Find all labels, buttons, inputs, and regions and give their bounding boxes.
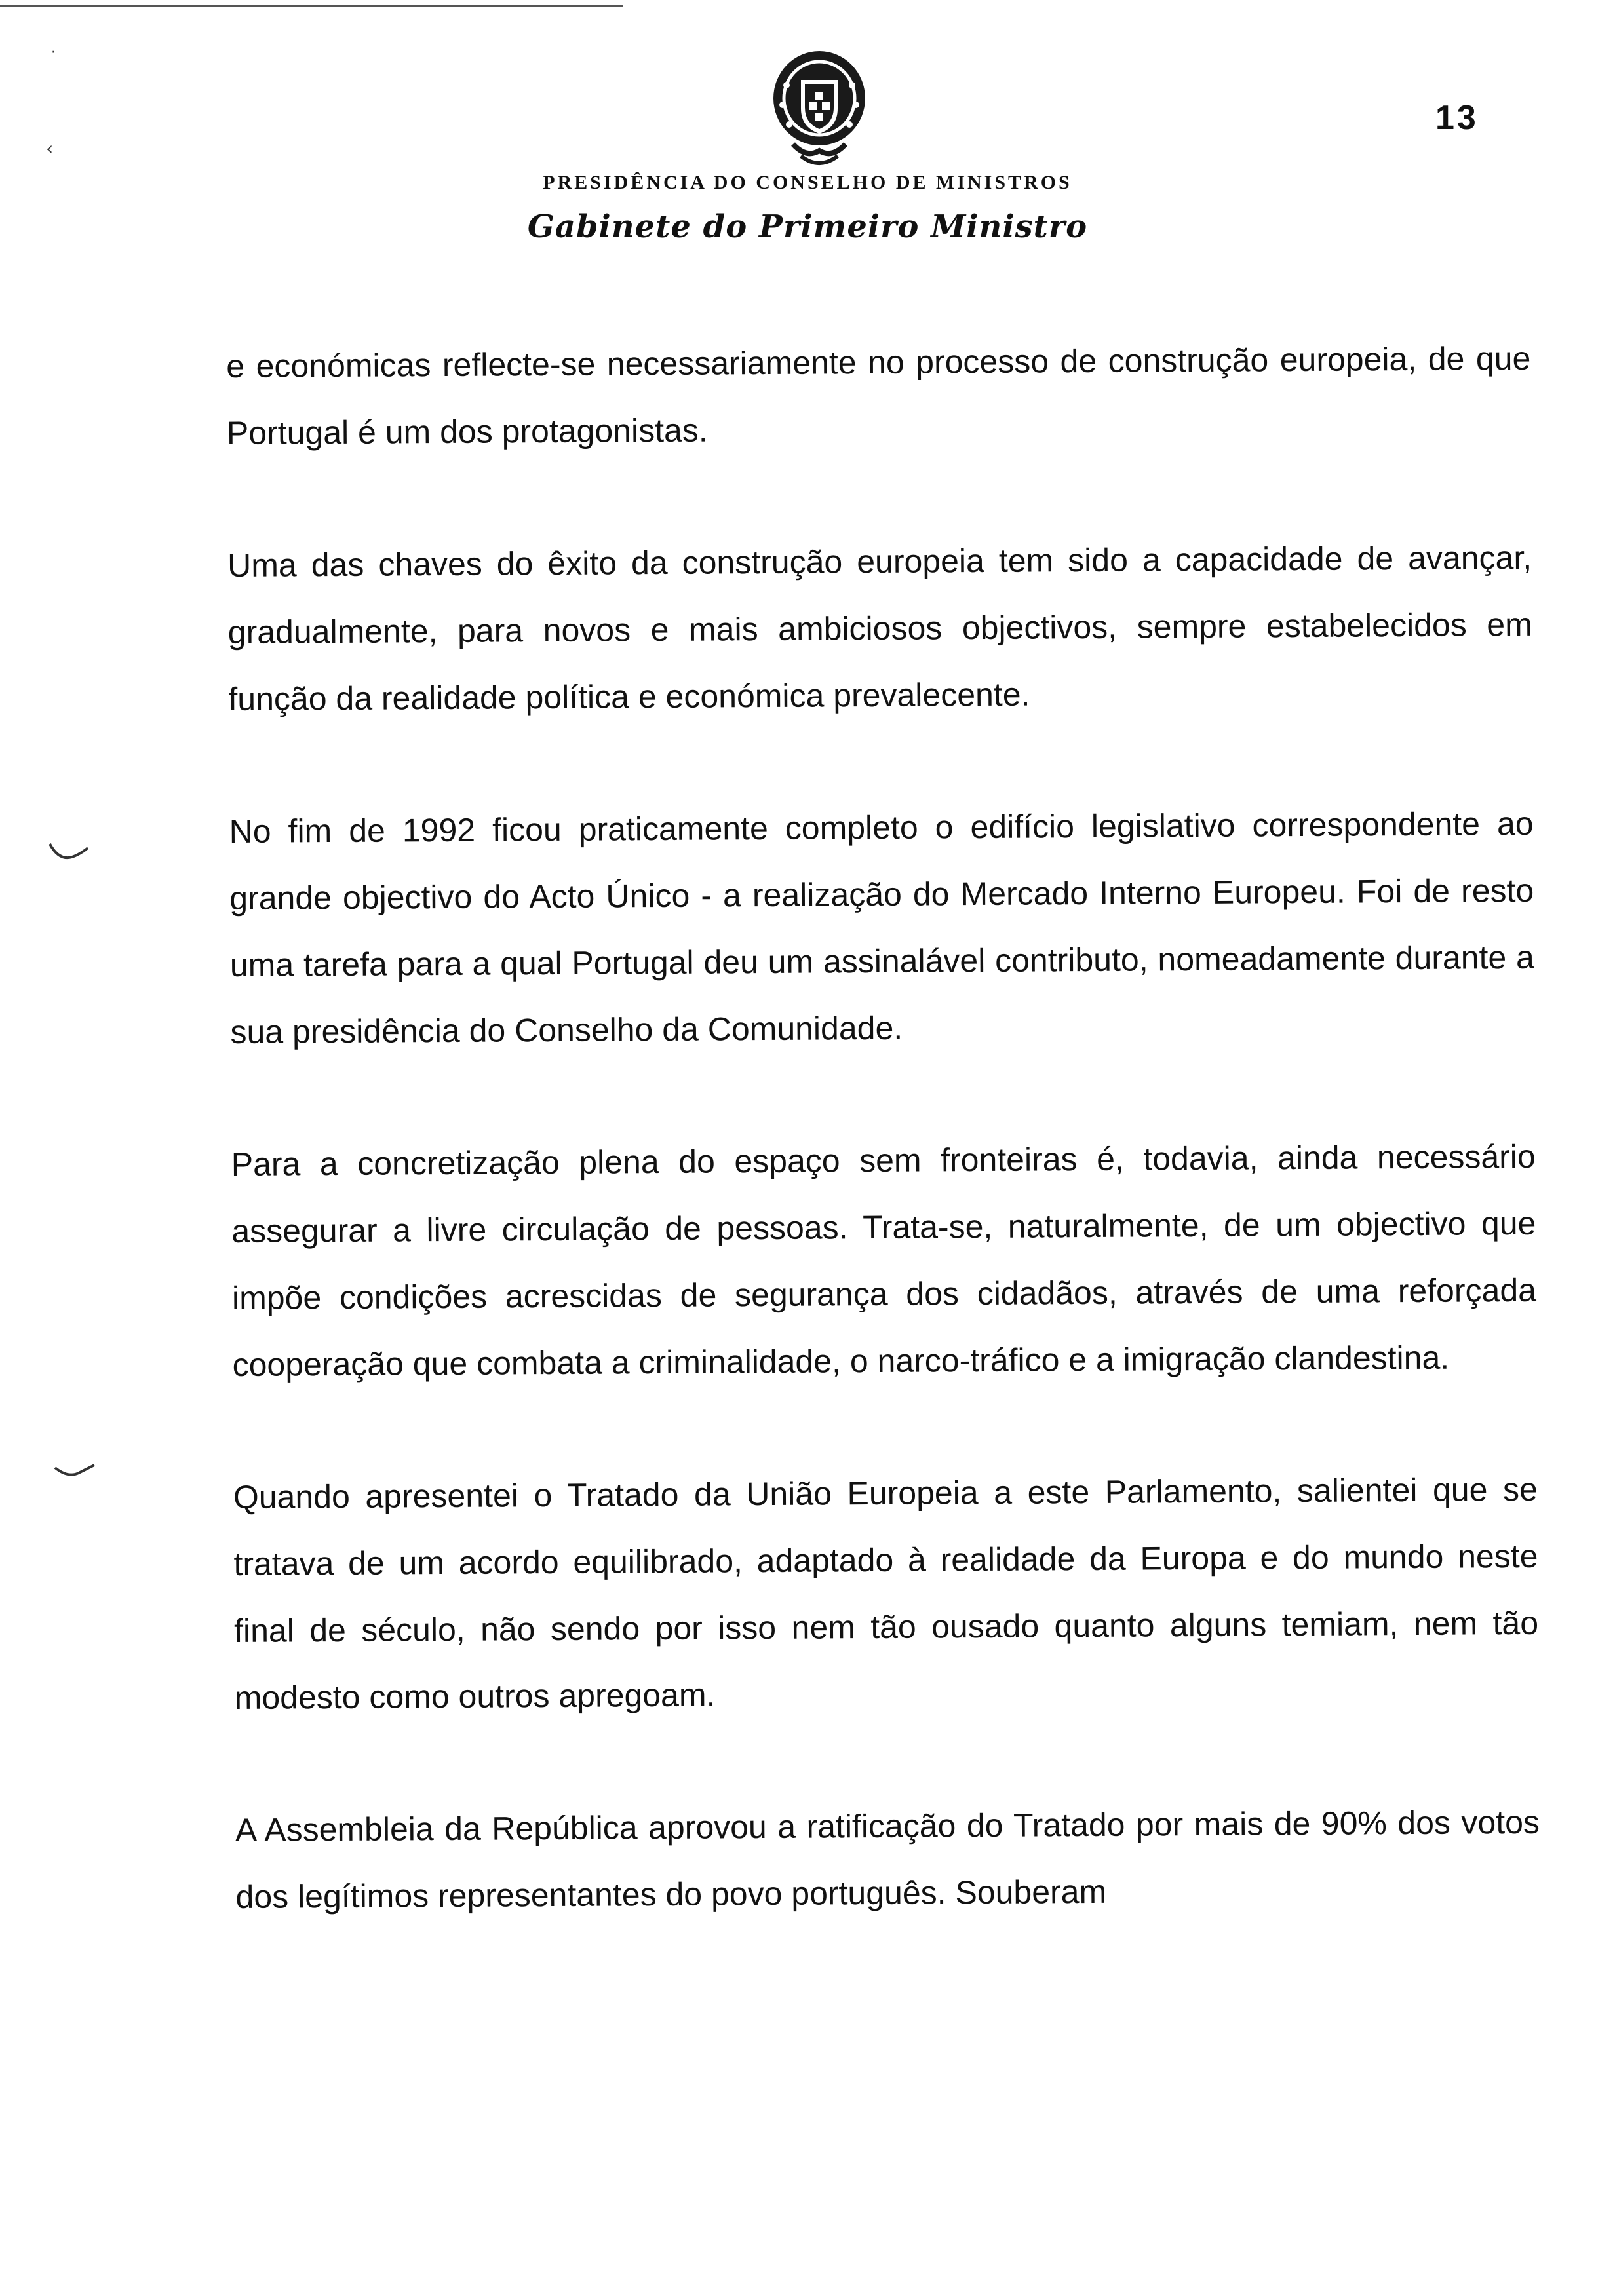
page-number: 13 [1435, 99, 1479, 137]
office-name: Gabinete do Primeiro Ministro [527, 208, 1088, 245]
margin-mark-dot: · [51, 45, 56, 61]
margin-mark-dash: ‹ [46, 138, 54, 159]
paragraph: No fim de 1992 ficou praticamente completo o edifício legislativo correspondente ao grande objectivo do Acto Único - a realização do Mercado Interno Europeu. Foi de resto uma tarefa para a qual Portugal deu um assinalável contributo, nomeadamente durante a sua presidência do Conselho da Comunidade. [229, 805, 1535, 1050]
margin-check-mark-2 [52, 1461, 98, 1481]
institution-name: PRESIDÊNCIA DO CONSELHO DE MINISTROS [543, 172, 1072, 193]
paragraph: Quando apresentei o Tratado da União Europeia a este Parlamento, salientei que se tratava de um acordo equilibrado, adaptado à realidade da Europa e do mundo neste final de século, não sendo por isso nem tão ousado quanto alguns temiam, nem tão modesto como outros apregoam. [233, 1470, 1539, 1716]
document-body [226, 325, 1540, 1996]
paragraph: e económicas reflecte-se necessariamente no processo de construção europeia, de que Portugal é um dos protagonistas. [226, 339, 1531, 451]
coat-of-arms-icon [767, 46, 872, 170]
paragraph: Para a concretização plena do espaço sem fronteiras é, todavia, ainda necessário assegurar a livre circulação de pessoas. Trata-se, naturalmente, de um objectivo que impõe condições acrescidas de segurança dos cidadãos, através de uma reforçada cooperação que combata a criminalidade, o narco-tráfico e a imigração clandestina. [231, 1138, 1537, 1383]
paragraph: A Assembleia da República aprovou a ratificação do Tratado por mais de 90% dos votos dos legítimos representantes do povo português. Souberam [235, 1803, 1540, 1915]
margin-check-mark-1 [46, 839, 92, 865]
paragraph: Uma das chaves do êxito da construção europeia tem sido a capacidade de avançar, gradualmente, para novos e mais ambiciosos objectivos, sempre estabelecidos em função da realidade política e económica prevalecente. [227, 539, 1532, 718]
top-border-line [0, 5, 623, 7]
